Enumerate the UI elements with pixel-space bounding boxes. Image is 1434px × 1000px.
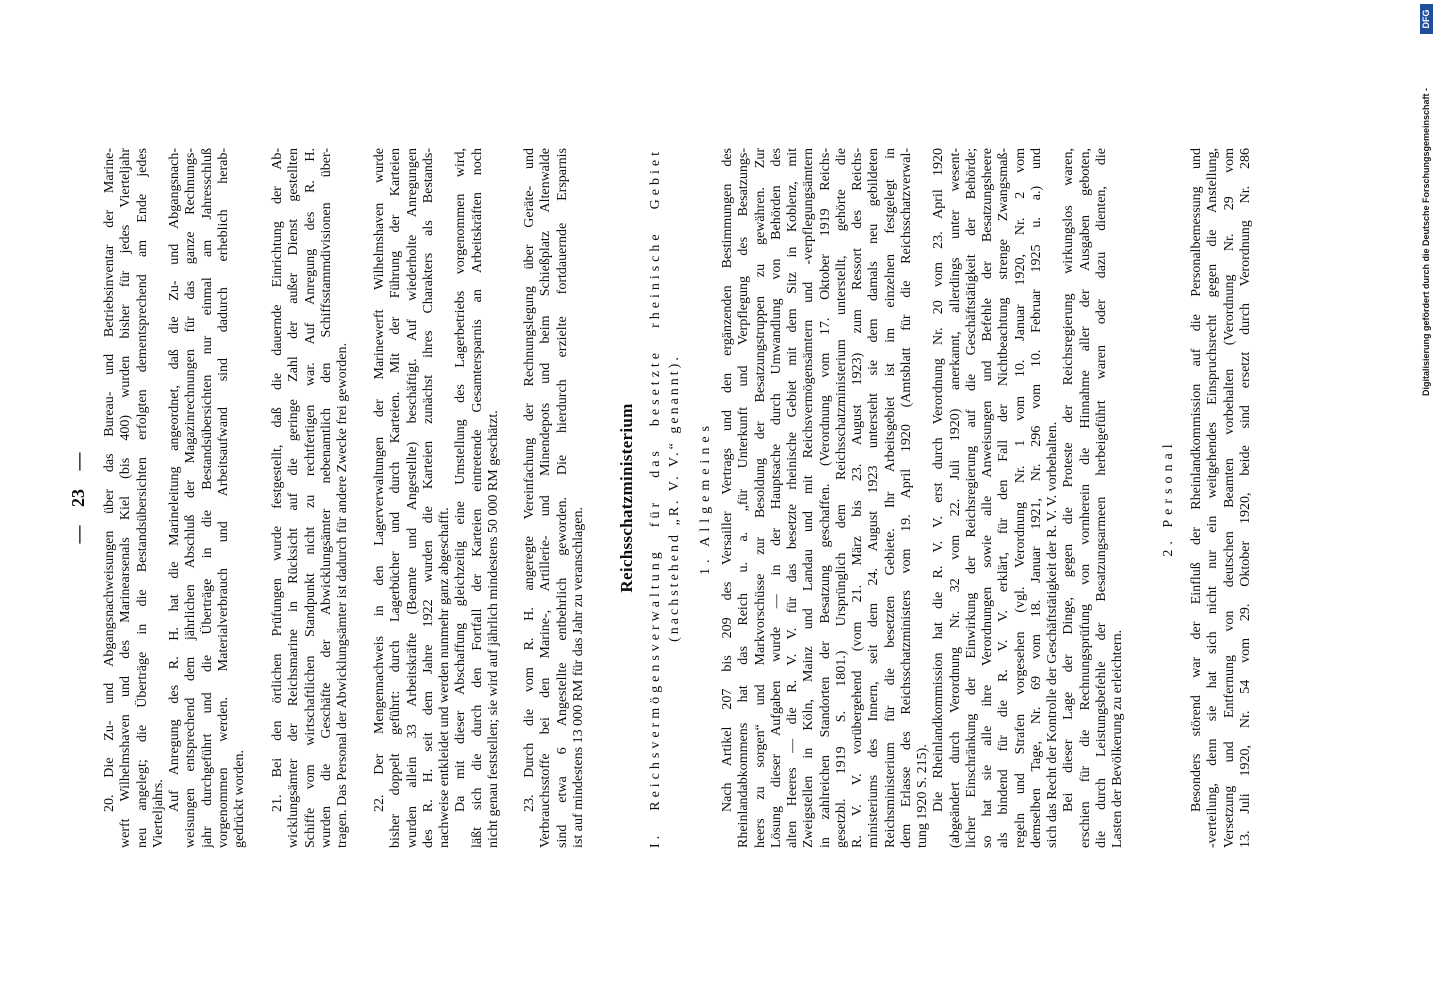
text-line: Vierteljahrs. [150,779,166,848]
text-line: 20. Die Zu- und Abgangsnachweisungen über das Bureau- und Betriebsinventar der Marine- [102,148,117,812]
text-line: 22. Der Mengennachweis in den Lagerverwaltungen der Marinewerft Wilhelmshaven wurde [372,148,387,812]
paragraph-22-continued [453,148,502,848]
text-line: demselben Tage, Nr. 69 vom 18. Januar 1921, Nr. 296 vom 10. Februar 1925 u. a.) und [1028,148,1044,848]
text-line: Versetzung und Entfernung von deutschen Beamten vorbehalten (Verordnung Nr. 29 vom [1221,148,1237,848]
digitization-credit [1419,4,1433,396]
text-line: werft Wilhelmshaven und des Marinearsenals Kiel (bis 400) wurden bisher für jedes Vierteljahr [118,148,134,848]
text-line: ministeriums des Innern, seit dem 24. August 1923 untersteht sie dem damals neu gebildeten [866,148,882,848]
text-line: in zahlreichen Standorten der Besatzung geschaffen. (Verordnung vom 17. Oktober 1919 Reichs- [817,148,833,848]
text-line: Nach Artikel 207 bis 209 des Versailler Vertrags und den ergänzenden Bestimmungen des [720,148,735,812]
text-line: erschien für die Rechnungsprüfung von vornherein die Hinnahme aller der Ausgaben geboten, [1077,148,1093,848]
text-line: Reichsministerium für die besetzten Gebiete. Ihr Arbeitsgebiet ist im einzelnen festgelegt in [882,148,898,848]
text-line: Schiffe vom wirtschaftlichen Standpunkt nicht zu rechtfertigen war. Auf Anregung des R. H. [302,148,318,848]
text-line: wicklungsämter der Reichsmarine in Rücksicht auf die geringe Zahl der außer Dienst gestellten [286,148,302,848]
paragraph-personnel-1 [1189,148,1254,848]
paragraph-20 [102,148,167,848]
paragraph-22 [372,148,453,848]
text-line: gesetzbl. 1919 S. 1801.) Ursprünglich dem Reichsschatzministerium unterstellt, gehörte die [833,148,849,848]
text-line: licher Einschränkung der Einwirkung der Reichsregierung auf die Geschäftstätigkeit der Behörde; [963,148,979,848]
text-line: gedrückt worden. [232,750,247,848]
paragraph-20-continued [167,148,248,848]
section-title: I. Reichsvermögensverwaltung für das besetzte rheinische Gebiet [648,148,663,848]
text-line: ist auf mindestens 13 000 RM für das Jahr zu veranschlagen. [570,507,586,848]
text-line: Bei dieser Lage der Dinge, gegen die Proteste der Reichsregierung wirkungslos waren, [1061,148,1077,812]
text-line: die durch Leistungsbefehle der Besatzungsarmeen herbeigeführt waren oder dazu dienten, die [1093,148,1109,848]
text-line: nicht genau feststellen; sie wird auf jährlich mindestens 50 000 RM geschätzt. [485,410,501,848]
text-line: Zweigstellen in Köln, Mainz und Landau und mit Reichsvermögensämtern und -verpflegungsämtern [801,148,817,848]
text-line: Rheinlandabkommens hat das Reich u. a. „für Unterkunft und Verpflegung des Besatzungs- [736,148,752,848]
dfg-logo: DFG [1420,4,1433,34]
text-line: Die Rheinlandkommission hat die R. V. V. erst durch Verordnung Nr. 20 vom 23. April 1920 [931,148,947,812]
paragraph-general-2 [931,148,1061,848]
ministry-heading: Reichsschatzministerium [617,403,636,593]
text-line: -verteilung, denn sie hat sich nicht nur ein weitgehendes Einspruchsrecht gegen die Anstellung, [1205,148,1221,848]
paragraph-21 [270,148,351,848]
document-page [60,148,1260,848]
text-line: neu angelegt; die Überträge in die Bestandsübersichten erfolgten dementsprechend am Ende jedes [134,148,150,848]
text-line: (abgeändert durch Verordnung Nr. 32 vom 22. Juli 1920) anerkannt, allerdings unter wesent- [947,148,963,848]
text-line: Besonders störend war der Einfluß der Rheinlandkommission auf die Personalbemessung und [1189,148,1204,812]
text-line: tragen. Das Personal der Abwicklungsämter ist dadurch für andere Zwecke frei geworden. [335,343,350,848]
text-line: 23. Durch die vom R. H. angeregte Vereinfachung der Rechnungslegung über Geräte- und [522,148,537,812]
text-line: Da mit dieser Abschaffung gleichzeitig eine Umstellung des Lagerbetriebs vorgenommen wird, [453,148,469,812]
text-line: sind etwa 6 Angestellte entbehrlich geworden. Die hierdurch erzielte fortdauernde Ersparnis [554,148,570,848]
text-line: Lösung dieser Aufgaben wurde — in der Hauptsache durch Umwandlung von Behörden des [768,148,784,848]
text-line: Auf Anregung des R. H. hat die Marineleitung angeordnet, daß die Zu- und Abgangsnach- [167,148,182,812]
text-line: des R. H. seit dem Jahre 1922 wurden die Karteien zunächst ihres Charakters als Bestands- [420,148,436,848]
text-line: regeln und Strafen vorgesehen (vgl. Verordnung Nr. 1 vom 10. Januar 1920, Nr. 2 vom [1012,148,1028,848]
text-line: tung 1920 S. 215). [915,744,930,848]
text-line: als bindend für die R. V. V. erklärt, für den Fall der Nichtbeachtung strenge Zwangsmaß- [996,148,1012,848]
text-line: läßt sich die durch den Fortfall der Karteien eintretende Gesamtersparnis an Arbeitskräften noch [469,148,485,848]
text-line: nachweise entkleidet und werden nunmehr ganz abgeschafft. [437,507,452,848]
text-line: heers zu sorgen“ und Markvorschüsse zur Besoldung der Besatzungstruppen zu gewähren. Zur [752,148,768,848]
text-line: so hat sie alle ihre Verordnungen sowie alle Anweisungen und Befehle der Besatzungsheere [980,148,995,848]
text-line: wurden die Geschäfte der Abwicklungsämter nebenamtlich den Schiffsstammdivisionen über- [318,148,334,848]
text-line: alten Heeres — die R. V. V. für das besetzte rheinische Gebiet mit dem Sitz in Koblenz, mit [785,148,800,848]
text-line: Verbrauchsstoffe bei den Marine-, Artillerie- und Minendepots und beim Schießplatz Altenwalde [538,148,554,848]
text-line: vorgenommen werden. Materialverbrauch und Arbeitsaufwand sind dadurch erheblich herab- [215,148,231,848]
text-line: 21. Bei den örtlichen Prüfungen wurde festgestellt, daß die dauernde Einrichtung der Ab- [270,148,285,812]
text-line: sich das Recht der Kontrolle der Geschäftstätigkeit der R. V. V. vorbehalten. [1045,421,1060,848]
text-line: Lasten der Bevölkerung zu erleichtern. [1110,629,1125,848]
text-line: wurden allein 33 Arbeitskräfte (Beamte und Angestellte) beschäftigt. Auf wiederholte Anregungen [404,148,420,848]
text-line: weisungen entsprechend dem jährlichen Abschluß der Magazinrechnungen für das ganze Rechnungs- [183,148,199,848]
paragraph-23 [522,148,587,848]
section-subtitle: (nachstehend „R. V. V.“ genannt). [667,354,682,642]
text-line: dem Erlasse des Reichsschatzministers vom 19. April 1920 (Amtsblatt für die Reichsschatzverwal- [898,148,914,848]
page-number: — 23 — [68,452,88,544]
text-line: bisher doppelt geführt: durch Lagerbücher und durch Karteien. Mit der Führung der Karteien [388,148,404,848]
paragraph-general-3 [1061,148,1126,848]
credit-text: Digitalisierung gefördert durch die Deutsche Forschungsgemeinschaft - [1421,87,1431,396]
text-line: R. V. V. vorübergehend (vom 21. März bis 23. August 1923) zum Ressort des Reichs- [850,148,865,848]
text-line: 13. Juli 1920, Nr. 54 vom 29. Oktober 1920, beide sind ersetzt durch Verordnung Nr. 286 [1237,148,1253,848]
text-line: jahr durchgeführt und die Überträge in die Bestandsübersichten nur einmal am Jahresschluß [199,148,215,848]
subsection-title-general: 1. Allgemeines [698,421,713,575]
paragraph-general-1 [720,148,931,848]
subsection-title-personnel: 2. Personal [1161,439,1176,557]
